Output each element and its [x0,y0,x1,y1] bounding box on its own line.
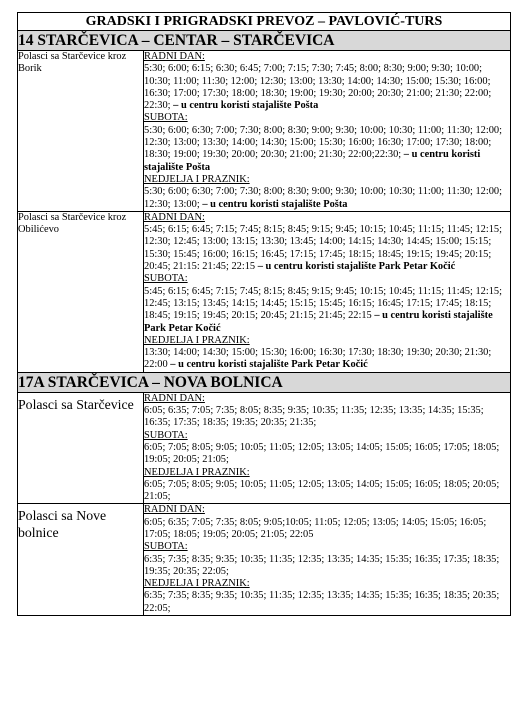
section-title-nedjelja: NEDJELJA I PRAZNIK: [144,466,250,478]
departure-times: 6:35; 7:35; 8:35; 9:35; 10:35; 11:35; 12:35; 13:35; 14:35; 15:35; 16:35; 18:35; 20:35; 22:05; [144,590,500,614]
stop-note: – u centru koristi stajalište Pošta [202,198,348,210]
departure-label-obilicevo: Polasci sa Starčevice kroz Obilićevo [18,211,144,372]
route-title-17a: 17A STARČEVICA – NOVA BOLNICA [18,372,511,392]
schedule-cell [144,392,511,504]
section-title-subota: SUBOTA: [144,541,188,553]
section-title-radni-dan: RADNI DAN: [144,211,205,223]
departure-times: 6:05; 6:35; 7:05; 7:35; 8:05; 9:05;10:05; 11:05; 12:05; 13:05; 14:05; 15:05; 16:05; 17:05; 18:05; 19:05; 20:05; 21:05; 22:05 [144,516,487,540]
route-14-group-borik [18,51,511,212]
schedule-cell [144,51,511,212]
route-title-14: 14 STARČEVICA – CENTAR – STARČEVICA [18,31,511,51]
section-title-nedjelja: NEDJELJA I PRAZNIK: [144,578,250,590]
section-title-subota: SUBOTA: [144,112,188,124]
route-14-group-obilicevo [18,211,511,372]
schedule-cell [144,504,511,616]
departure-label-nova-bolnica: Polasci sa Nove bolnice [18,504,144,616]
departure-label-starcevica: Polasci sa Starčevice [18,392,144,504]
departure-times: 5:45; 6:15; 6:45; 7:15; 7:45; 8:15; 8:45; 9:15; 9:45; 10:15; 10:45; 11:15; 11:45; 12:15; 12:45; 13:15; 13:45; 14:15; 14:45; 15:15; 15:45; 16:15; 16:45; 17:15; 17:45; 18:15; 18:45; 19:15; 19:45; 20:15; 20:45; 21:15; 21:45; 22:15 – u centru koristi stajalište Park Petar Kočić [144,285,503,334]
departure-times: 6:05; 7:05; 8:05; 9:05; 10:05; 11:05; 12:05; 13:05; 14:05; 15:05; 16:05; 18:05; 20:05; 21:05; [144,478,500,503]
departure-label-borik: Polasci sa Starčevice kroz Borik [18,51,144,212]
stop-note: – u centru koristi stajalište Park Petar Kočić [170,359,368,371]
departure-times: 13:30; 14:00; 14:30; 15:00; 15:30; 16:00; 16:30; 17:30; 18:30; 19:30; 20:30; 21:30; 22:00 – u centru koristi stajalište Park Petar Kočić [144,347,492,371]
departure-times: 5:30; 6:00; 6:30; 7:00; 7:30; 8:00; 8:30; 9:00; 9:30; 10:00; 10:30; 11:00; 11:30; 12:00; 12:30; 13:00; 13:30; 14:00; 14:30; 15:00; 15:30; 16:00; 16:30; 17:00; 17:30; 18:00; 18:30; 19:00; 19:30; 20:00; 20:30; 21:00; 21:30; 22:00;22:30; – u centru koristi stajalište Pošta [144,124,503,173]
section-title-subota: SUBOTA: [144,273,188,285]
section-title-nedjelja: NEDJELJA I PRAZNIK: [144,173,250,185]
departure-times: 6:35; 7:35; 8:35; 9:35; 10:35; 11:35; 12:35; 13:35; 14:35; 15:35; 16:35; 17:35; 18:35; 19:35; 20:35; 22:05; [144,553,500,577]
departure-times: 5:45; 6:15; 6:45; 7:15; 7:45; 8:15; 8:45; 9:15; 9:45; 10:15; 10:45; 11:15; 11:45; 12:15; 12:30; 12:45; 13:00; 13:15; 13:30; 13:45; 14:00; 14:15; 14:30; 14:45; 15:00; 15:15; 15:30; 15:45; 16:00; 16:15; 16:45; 17:15; 17:45; 18:15; 18:45; 19:15; 19:45; 20:15; 20:45; 21:15: 21:45; 22:15 – u centru koristi stajalište Park Petar Kočić [144,224,503,273]
document-title: GRADSKI I PRIGRADSKI PREVOZ – PAVLOVIĆ-TURS [18,13,511,31]
section-title-radni-dan: RADNI DAN: [144,51,205,62]
schedule-cell [144,211,511,372]
section-title-nedjelja: NEDJELJA I PRAZNIK: [144,334,250,346]
timetable [17,12,511,616]
route-17a-group-starcevica [18,392,511,504]
departure-times: 6:05; 7:05; 8:05; 9:05; 10:05; 11:05; 12:05; 13:05; 14:05; 15:05; 16:05; 17:05; 18:05; 19:05; 20:05; 21:05; [144,441,500,466]
departure-times: 5:30; 6:00; 6:15; 6:30; 6:45; 7:00; 7:15; 7:30; 7:45; 8:00; 8:30; 9:00; 9:30; 10:00; 10:30; 11:00; 11:30; 12:00; 12:30; 13:00; 13:30; 14:00; 14:30; 15:00; 15:30; 16:00; 16:30; 17:00; 17:30; 18:00; 18:30; 19:00; 19:30; 20:00; 20:30; 21:00; 21:30; 22:00; 22:30; – u centru koristi stajalište Pošta [144,63,492,112]
stop-note: – u centru koristi stajalište Pošta [173,100,319,112]
stop-note: – u centru koristi stajalište Park Petar Kočić [257,261,456,273]
stop-note: – u centru koristi stajalište Pošta [144,149,481,173]
section-title-radni-dan: RADNI DAN: [144,504,205,516]
departure-times: 6:05; 6:35; 7:05; 7:35; 8:05; 8:35; 9:35; 10:35; 11:35; 12:35; 13:35; 14:35; 15:35; 16:35; 17:35; 18:35; 19:35; 20:35; 21:35; [144,405,484,429]
section-title-subota: SUBOTA: [144,429,188,441]
section-title-radni-dan: RADNI DAN: [144,392,205,404]
route-17a-group-nova-bolnica [18,504,511,616]
departure-times: 5:30; 6:00; 6:30; 7:00; 7:30; 8:00; 8:30; 9:00; 9:30; 10:00; 10:30; 11:00; 11:30; 12:00; 12:30; 13:00; – u centru koristi stajalište Pošta [144,186,503,210]
stop-note: – u centru koristi stajalište Park Petar Kočić [144,310,493,334]
